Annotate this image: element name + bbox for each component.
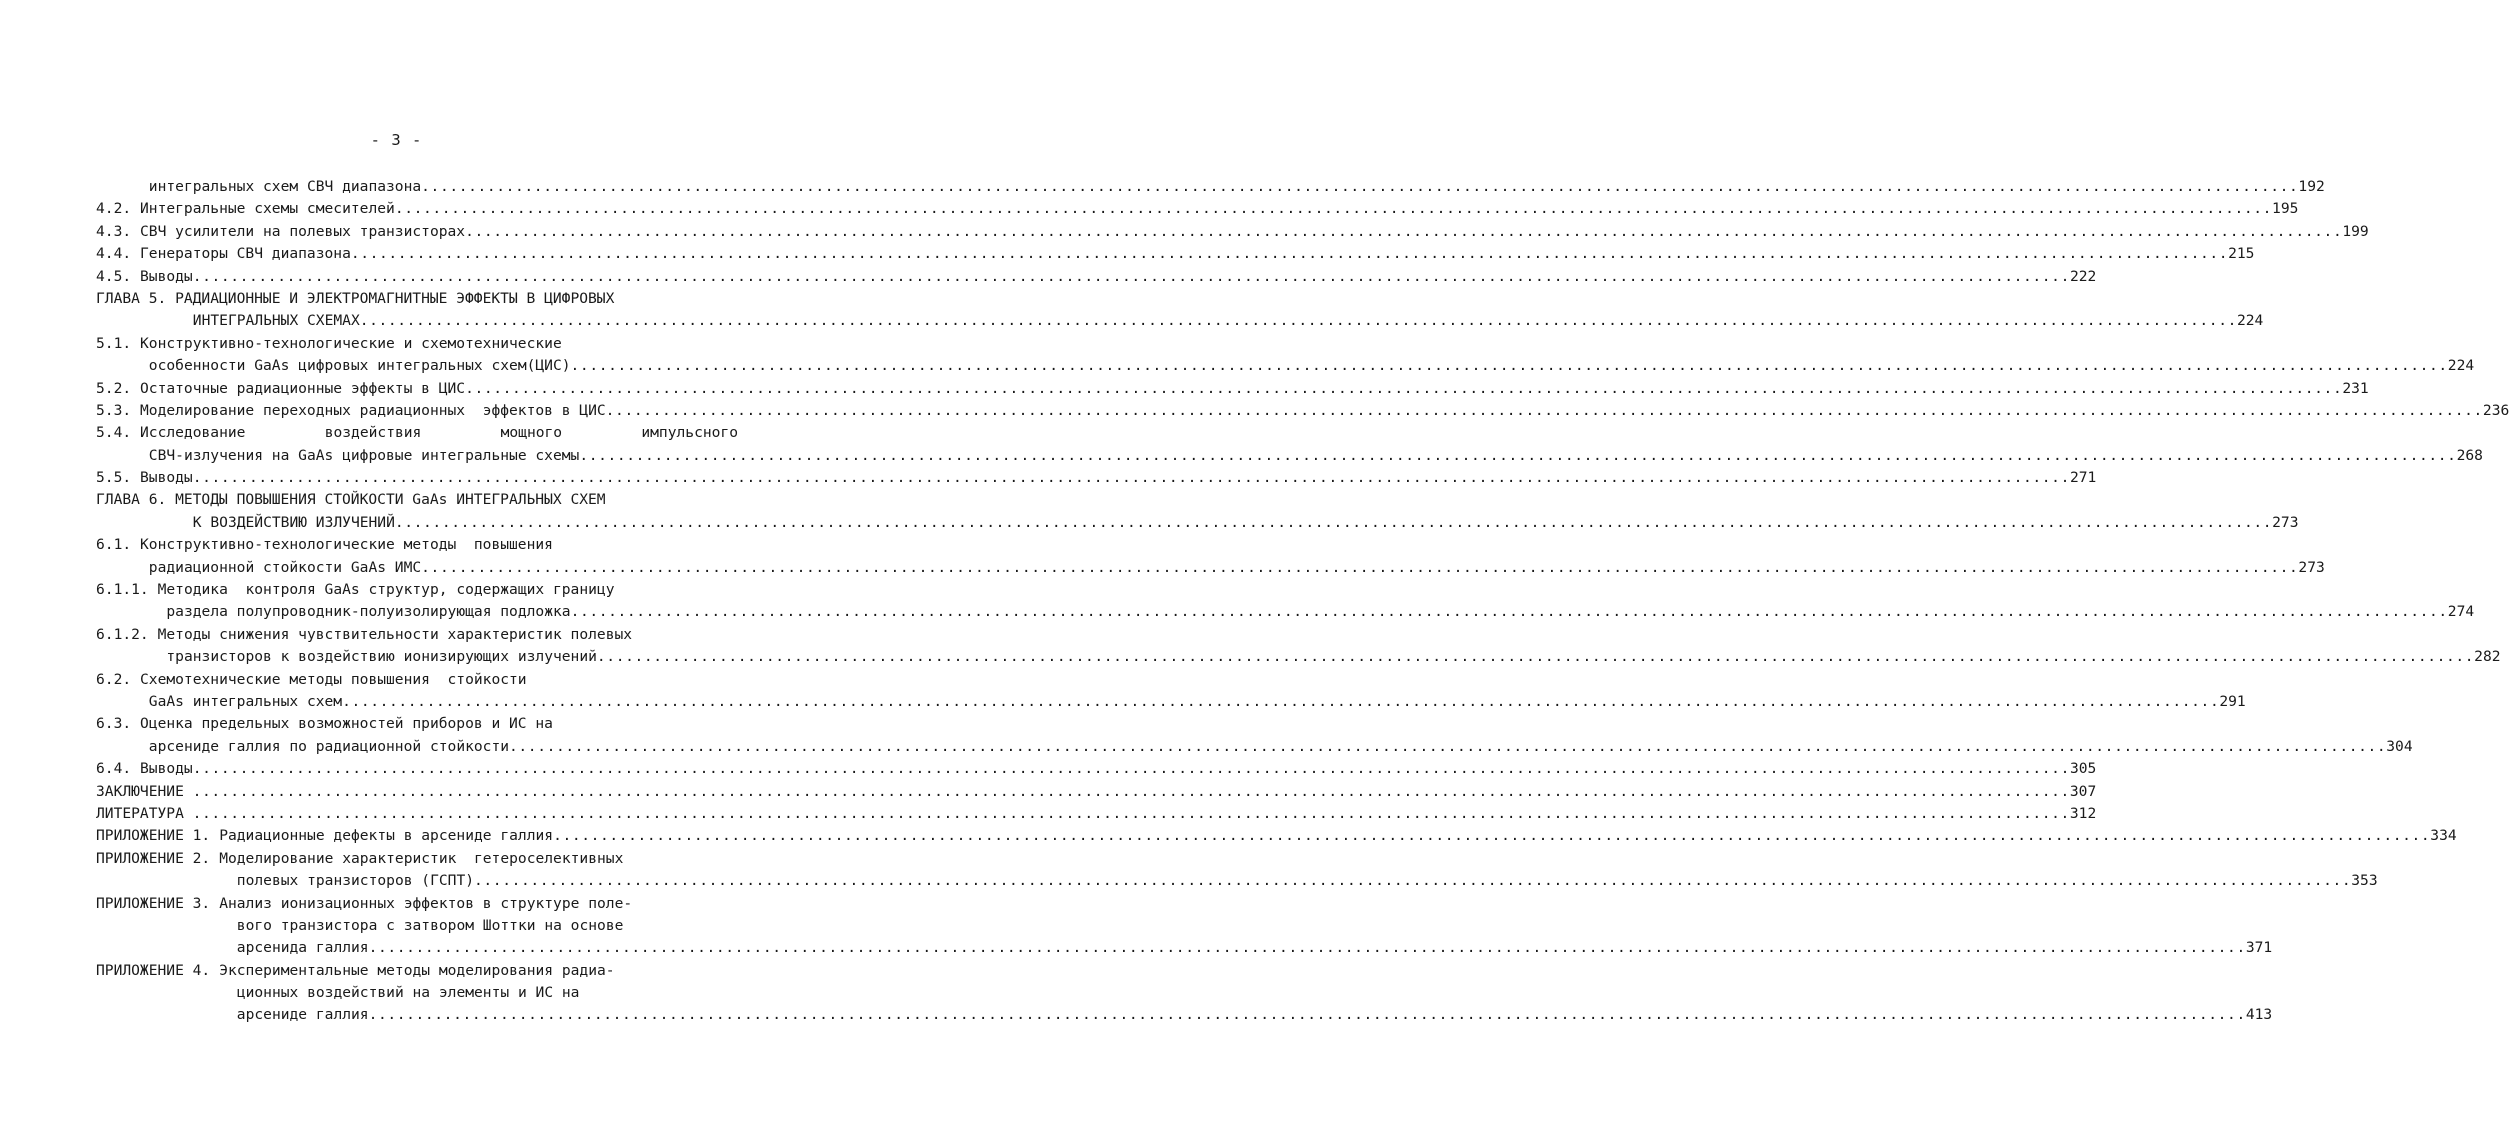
table-of-contents [96,176,2509,1027]
toc-dot-leader [465,221,2342,243]
toc-page-number: 224 [2447,357,2475,375]
toc-dot-leader [579,445,2456,467]
toc-line [96,310,2264,332]
toc-entry-title: Оценка предельных возможностей приборов и ИС на [140,715,553,733]
toc-entry-title: Радиационные дефекты в арсениде галлия [219,827,554,845]
toc-line [96,713,738,735]
toc-dot-leader [571,355,2448,377]
toc-entry-title: Интегральные схемы смесителей [140,200,395,218]
toc-entry-title: Конструктивно-технологические методы повышения [140,536,553,554]
toc-entry-title-text: Исследование воздействия мощного импульсного [140,424,738,442]
toc-page-number: 215 [2228,245,2255,263]
toc-page-number: 192 [2298,178,2325,195]
toc-page-number: 195 [2272,200,2299,218]
toc-section-number: ПРИЛОЖЕНИЕ 2. [96,849,211,867]
toc-entry-title: Экспериментальные методы моделирования радиа- [219,961,615,979]
toc-line [96,803,2097,825]
toc-entry-title: ГЛАВА 6. МЕТОДЫ ПОВЫШЕНИЯ СТОЙКОСТИ GaAs ИНТЕГРАЛЬНЫХ СХЕМ [96,491,606,509]
toc-page-number: 304 [2386,737,2413,755]
toc-entry-title: особенности GaAs цифровых интегральных схем(ЦИС) [148,357,571,375]
toc-entry-title: вого транзистора с затвором Шоттки на основе [236,916,624,934]
toc-line [96,266,2097,288]
toc-line [96,870,2378,892]
toc-line [96,176,2325,198]
toc-section-number: 6.1.1. [96,581,149,599]
toc-section-number: ПРИЛОЖЕНИЕ 1. [96,827,211,845]
toc-entry-title: Остаточные радиационные эффекты в ЦИС [140,379,466,397]
toc-section-number: 5.2. [96,379,132,397]
toc-line [96,781,2097,803]
toc-dot-leader [421,176,2298,198]
toc-section-number: 5.5. [96,469,132,487]
toc-line [96,1004,2273,1026]
toc-line [96,378,2369,400]
toc-line [96,646,2501,668]
toc-section-number: 4.5. [96,267,132,285]
toc-entry-title: ЛИТЕРАТУРА [96,804,193,822]
toc-line [96,512,2299,534]
toc-page-number: 273 [2298,558,2325,576]
toc-page-number: 312 [2069,804,2097,822]
toc-line [96,400,2509,422]
toc-entry-title: арсениде галлия [236,1006,369,1024]
toc-line [96,915,738,937]
toc-section-number: 4.4. [96,245,132,263]
toc-entry-title: радиационной стойкости GaAs ИМС [148,558,422,576]
toc-entry-title [140,422,738,444]
toc-section-number: ПРИЛОЖЕНИЕ 3. [96,894,211,912]
toc-entry-title: Методика контроля GaAs структур, содержащих границу [157,581,615,599]
toc-line [96,445,2483,467]
toc-line [96,221,2369,243]
toc-page-number: 307 [2069,782,2097,800]
toc-line [96,489,738,511]
toc-page-number: 268 [2456,446,2483,464]
toc-section-number: ПРИЛОЖЕНИЕ 4. [96,961,211,979]
toc-dot-leader [193,781,2070,803]
toc-section-number: 6.4. [96,760,132,778]
toc-line [96,467,2097,489]
toc-page-number: 273 [2272,513,2299,531]
toc-section-number: 6.1.2. [96,625,149,643]
toc-page-number: 271 [2069,469,2097,487]
toc-line [96,893,738,915]
toc-dot-leader [193,266,2070,288]
toc-dot-leader [395,512,2272,534]
toc-page-number: 282 [2474,648,2501,666]
toc-entry-title: полевых транзисторов (ГСПТ) [236,872,475,890]
toc-entry-title: Моделирование переходных радиационных эффектов в ЦИС [140,401,606,419]
page-number: - 3 - [370,131,423,149]
toc-entry-title: интегральных схем СВЧ диапазона [148,178,422,195]
toc-page-number: 199 [2342,222,2369,240]
toc-dot-leader [342,691,2219,713]
toc-section-number: 6.3. [96,715,132,733]
toc-line [96,758,2097,780]
toc-line [96,243,2255,265]
toc-entry-title: арсенида галлия [236,939,369,957]
toc-dot-leader [597,646,2474,668]
toc-line [96,422,738,444]
toc-entry-title: раздела полупроводник-полуизолирующая подложка [166,603,571,621]
toc-entry-title: Выводы [140,760,193,778]
toc-dot-leader [571,601,2448,623]
toc-entry-title: ГЛАВА 5. РАДИАЦИОННЫЕ И ЭЛЕКТРОМАГНИТНЫЕ ЭФФЕКТЫ В ЦИФРОВЫХ [96,289,615,307]
toc-line [96,288,738,310]
toc-dot-leader [193,758,2070,780]
toc-entry-title: Генераторы СВЧ диапазона [140,245,351,263]
toc-entry-title: Схемотехнические методы повышения стойкости [140,670,527,688]
toc-dot-leader [193,803,2070,825]
toc-line [96,333,738,355]
toc-line [96,848,738,870]
toc-dot-leader [395,198,2272,220]
toc-section-number: 5.1. [96,334,132,352]
toc-entry-title: транзисторов к воздействию ионизирующих излучений [166,648,597,666]
toc-page-number: 231 [2342,379,2369,397]
toc-dot-leader [351,243,2228,265]
toc-entry-title: GaAs интегральных схем [148,692,343,710]
toc-dot-leader [553,825,2430,847]
toc-page-number: 353 [2351,872,2378,890]
toc-page-number: 334 [2430,827,2457,845]
toc-line [96,355,2475,377]
toc-entry-title: Выводы [140,267,193,285]
toc-page-number: 413 [2245,1006,2273,1024]
toc-page-number: 224 [2236,312,2264,330]
toc-dot-leader [509,736,2386,758]
toc-entry-title: ЗАКЛЮЧЕНИЕ [96,782,193,800]
toc-entry-title: Анализ ионизационных эффектов в структуре поле- [219,894,633,912]
toc-entry-title: Выводы [140,469,193,487]
toc-section-number: 5.4. [96,424,132,442]
toc-entry-title: ИНТЕГРАЛЬНЫХ СХЕМАХ [192,312,360,330]
toc-section-number: 5.3. [96,401,132,419]
toc-line [96,825,2457,847]
toc-entry-title: Методы снижения чувствительности характеристик полевых [157,625,633,643]
toc-dot-leader [369,937,2246,959]
toc-entry-title: СВЧ усилители на полевых транзисторах [140,222,466,240]
toc-page-number: 236 [2482,401,2509,419]
toc-page-number: 222 [2069,267,2097,285]
toc-line [96,601,2475,623]
toc-page-number: 371 [2245,939,2273,957]
toc-dot-leader [606,400,2483,422]
toc-line [96,691,2246,713]
toc-entry-title: Конструктивно-технологические и схемотехнические [140,334,562,352]
toc-page-number: 305 [2069,760,2097,778]
toc-dot-leader [369,1004,2246,1026]
toc-line [96,937,2273,959]
toc-section-number: 4.2. [96,200,132,218]
toc-line [96,624,738,646]
toc-line [96,960,738,982]
toc-line [96,736,2413,758]
toc-entry-title: К ВОЗДЕЙСТВИЮ ИЗЛУЧЕНИЙ [192,513,395,531]
toc-dot-leader [421,557,2298,579]
toc-dot-leader [193,467,2070,489]
toc-section-number: 6.1. [96,536,132,554]
toc-section-number: 6.2. [96,670,132,688]
toc-line [96,982,738,1004]
toc-line [96,534,738,556]
toc-page-number: 274 [2447,603,2475,621]
toc-line [96,669,738,691]
toc-line [96,557,2325,579]
toc-page-number: 291 [2219,692,2246,710]
toc-entry-title: СВЧ-излучения на GaAs цифровые интегральные схемы [148,446,580,464]
toc-section-number: 4.3. [96,222,132,240]
toc-entry-title: ционных воздействий на элементы и ИС на [236,984,580,1002]
toc-dot-leader [360,310,2237,332]
toc-entry-title: Моделирование характеристик гетероселективных [219,849,624,867]
toc-dot-leader [474,870,2351,892]
toc-entry-title: арсениде галлия по радиационной стойкости [148,737,510,755]
toc-line [96,198,2299,220]
toc-line [96,579,738,601]
toc-dot-leader [465,378,2342,400]
